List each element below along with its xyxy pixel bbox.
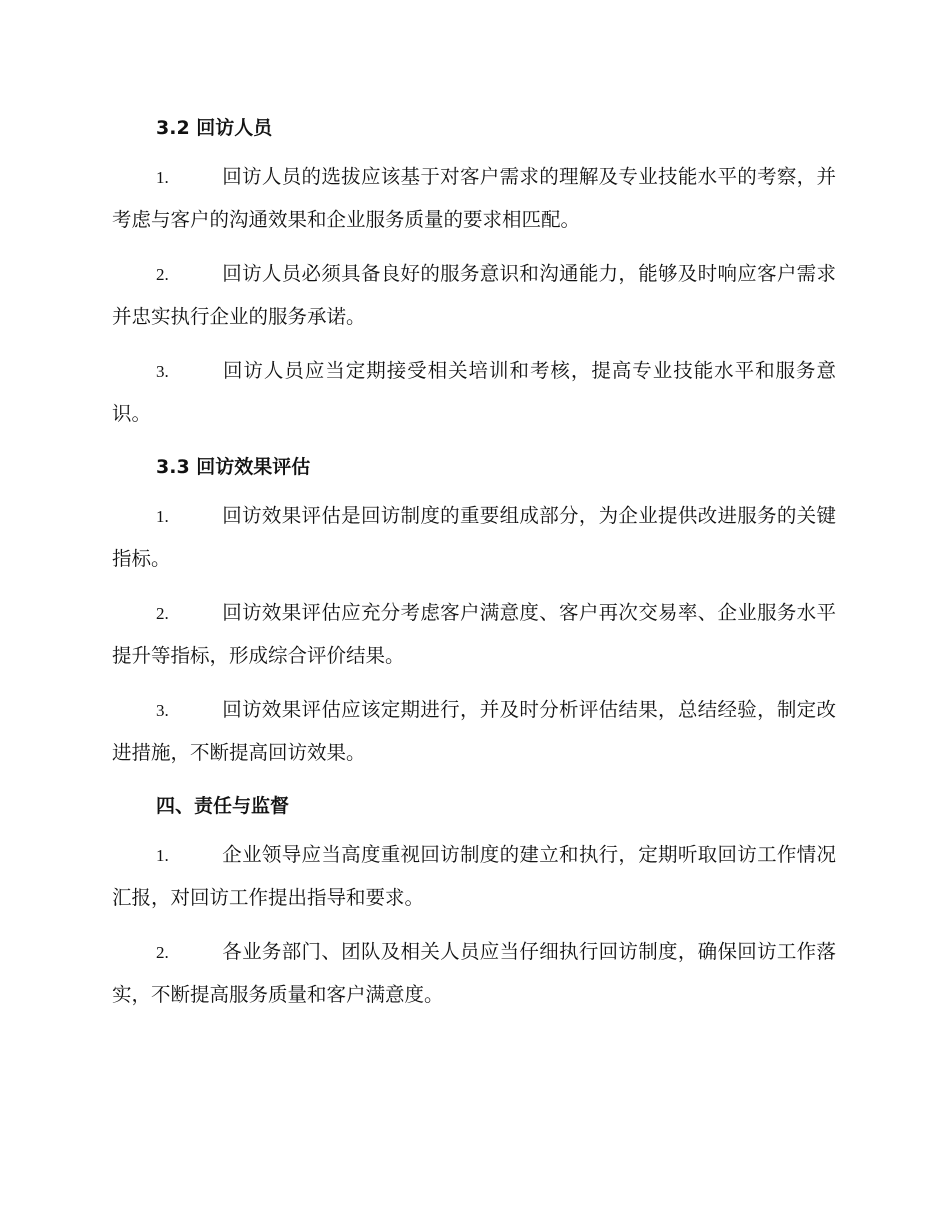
item-text: 回访效果评估是回访制度的重要组成部分，为企业提供改进服务的关键指标。 (112, 504, 836, 570)
item-text: 回访效果评估应充分考虑客户满意度、客户再次交易率、企业服务水平提升等指标，形成综合评价结果。 (112, 601, 836, 667)
item-number: 3. (156, 362, 169, 381)
item-text: 回访人员必须具备良好的服务意识和沟通能力，能够及时响应客户需求并忠实执行企业的服务承诺。 (112, 262, 836, 328)
list-item (112, 156, 836, 241)
item-text: 回访人员的选拔应该基于对客户需求的理解及专业技能水平的考察，并考虑与客户的沟通效果和企业服务质量的要求相匹配。 (112, 165, 836, 231)
item-number: 2. (156, 265, 169, 284)
item-number: 1. (156, 507, 169, 526)
section-heading-3-3: 3.3 回访效果评估 (156, 456, 311, 478)
list-item (112, 834, 836, 919)
list-item (112, 931, 836, 1016)
item-number: 3. (156, 701, 169, 720)
item-text: 各业务部门、团队及相关人员应当仔细执行回访制度，确保回访工作落实，不断提高服务质量和客户满意度。 (112, 940, 836, 1006)
section-heading-4: 四、责任与监督 (156, 795, 290, 817)
item-text: 回访人员应当定期接受相关培训和考核，提高专业技能水平和服务意识。 (112, 359, 836, 425)
item-number: 1. (156, 846, 169, 865)
document-body (112, 108, 836, 1028)
list-item (112, 253, 836, 338)
section-heading-3-2: 3.2 回访人员 (156, 117, 273, 139)
list-item (112, 592, 836, 677)
item-number: 2. (156, 604, 169, 623)
item-number: 1. (156, 168, 169, 187)
item-text: 企业领导应当高度重视回访制度的建立和执行，定期听取回访工作情况汇报，对回访工作提出指导和要求。 (112, 843, 836, 909)
list-item (112, 350, 836, 435)
list-item (112, 495, 836, 580)
item-number: 2. (156, 943, 169, 962)
item-text: 回访效果评估应该定期进行，并及时分析评估结果，总结经验，制定改进措施，不断提高回访效果。 (112, 698, 836, 764)
list-item (112, 689, 836, 774)
